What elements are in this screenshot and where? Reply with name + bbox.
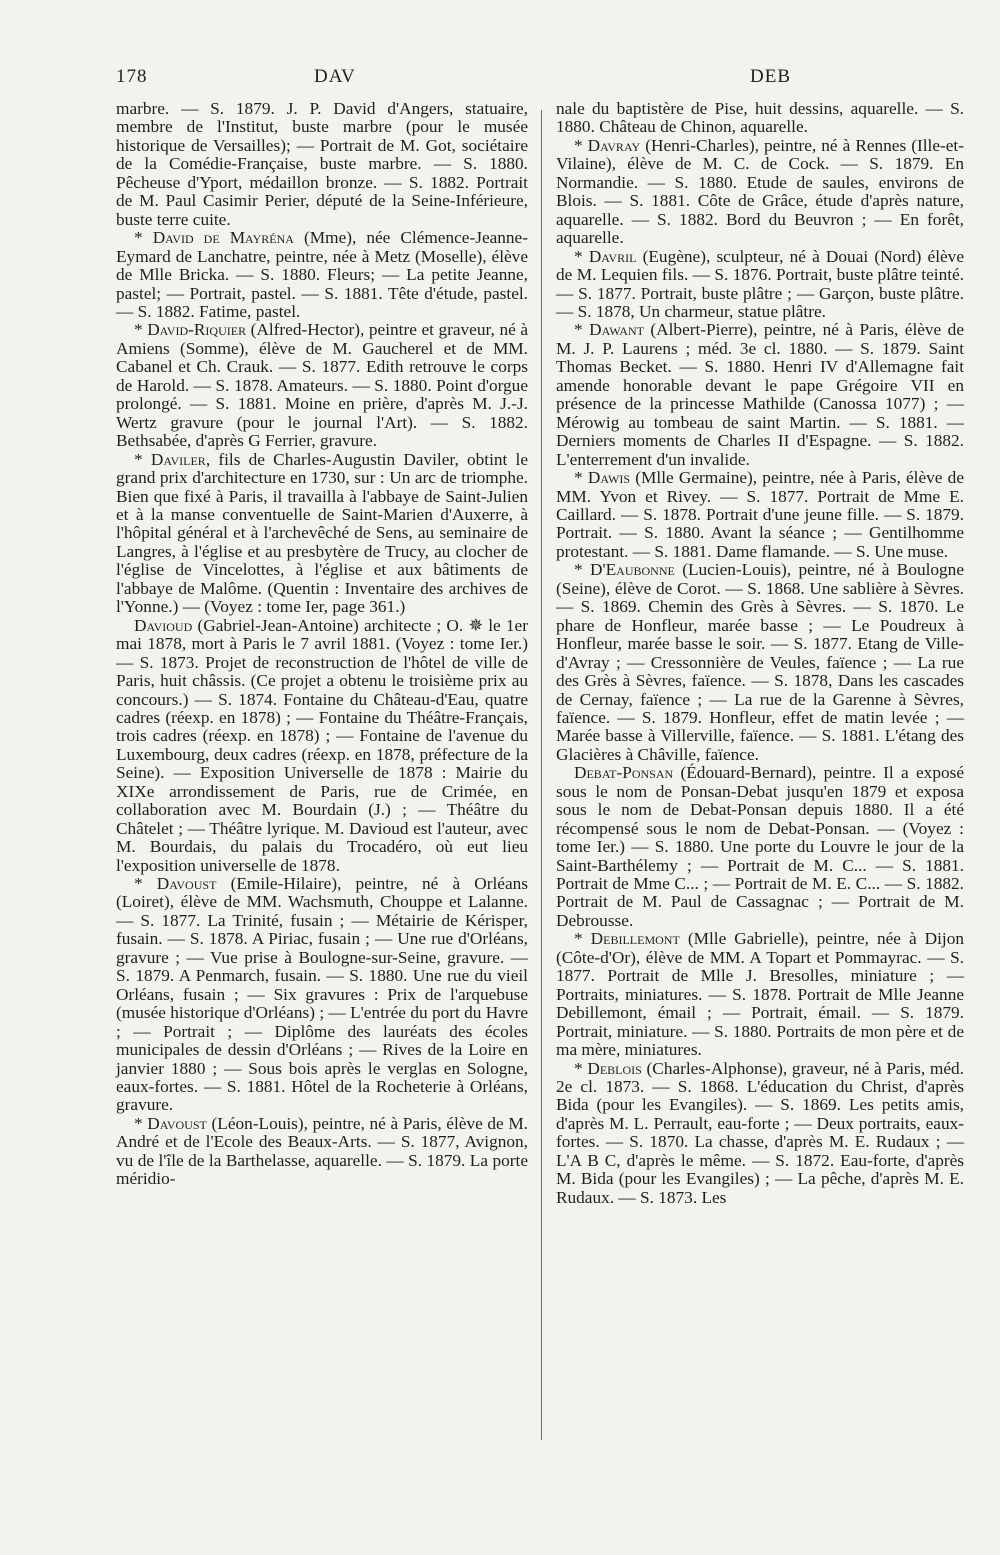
page-number: 178 [116, 66, 148, 87]
entry-name: David-Riquier [147, 320, 247, 340]
entry-name: D'Eaubonne [590, 560, 675, 580]
dictionary-entry: Davioud (Gabriel-Jean-Antoine) architecte ; O. ✵ le 1er mai 1878, mort à Paris le 7 avril 1881. (Voyez : tome Ier.) — S. 1873. Projet de reconstruction de l'hôtel de ville de Paris, huit châssis. (Ce projet a obtenu le troisième prix au concours.) — S. 1874. Fontaine du Château-d'Eau, quatre cadres (réexp. en 1878) ; — Fontaine du Théâtre-Français, trois cadres (réexp. en 1878) ; — Fontaine de l'avenue du Luxembourg, deux cadres (réexp. en 1878, préfecture de la Seine). — Exposition Universelle de 1878 : Mairie du XIXe arrondissement de Paris, rue de Crimée, en collaboration avec M. Bourdain (J.) ; — Théâtre du Châtelet ; — Théâtre lyrique. M. Davioud est l'auteur, avec M. Bourdais, du palais du Trocadéro, où eut lieu l'exposition universelle de 1878. [116, 615, 528, 875]
entry-name: Debillemont [590, 929, 680, 949]
column-divider [541, 110, 542, 1440]
dictionary-entry: Debat-Ponsan (Édouard-Bernard), peintre. Il a exposé sous le nom de Ponsan-Debat jusqu'en 1879 et exposa sous le nom de Debat-Ponsan depuis 1880. Il a été récompensé sous le nom de Debat-Ponsan. — (Voyez : tome Ier.) — S. 1880. Une porte du Louvre le jour de la Saint-Barthélemy ; — Portrait de M. C... — S. 1881. Portrait de Mme C... ; — Portrait de M. E. C... — S. 1882. Portrait de M. Paul de Cassagnac ; — Portrait de M. Debrousse. [556, 763, 964, 930]
entry-name: Davril [588, 246, 637, 266]
page-header [116, 66, 966, 96]
dictionary-entry: * Debillemont (Mlle Gabrielle), peintre, née à Dijon (Côte-d'Or), élève de MM. A Topart et Pommayrac. — S. 1877. Portrait de Mlle J. Bresolles, miniature ; — Portraits, miniatures. — S. 1878. Portrait de Mlle Jeanne Debillemont, émail ; — Portrait, émail. — S. 1879. Portrait, miniature. — S. 1880. Portraits de mon père et de ma mère, miniatures. [556, 929, 965, 1060]
dictionary-entry: * Dawis (Mlle Germaine), peintre, née à Paris, élève de MM. Yvon et Rivey. — S. 1877. Portrait de Mme E. Caillard. — S. 1878. Portrait d'une jeune fille. — S. 1879. Portrait. — S. 1880. Avant la séance ; — Gentilhomme protestant. — S. 1881. Dame flamande. — S. Une muse. [556, 468, 964, 561]
entry-name: Davioud [134, 615, 193, 635]
left-column [116, 100, 528, 1189]
dictionary-entry: * David-Riquier (Alfred-Hector), peintre et graveur, né à Amiens (Somme), élève de M. Gaucherel et de MM. Cabanel et Ch. Crauk. — S. 1877. Edith retrouve le corps de Harold. — S. 1878. Amateurs. — S. 1880. Point d'orgue prolongé. — S. 1881. Moine en prière, d'après M. J.-J. Wertz gravure (pour le journal l'Art). — S. 1882. Bethsabée, d'après G Ferrier, gravure. [116, 320, 528, 451]
entry-name: Davoust [147, 1113, 207, 1133]
left-running-head: DAV [314, 66, 356, 87]
dictionary-entry: * Davril (Eugène), sculpteur, né à Douai (Nord) élève de M. Lequien fils. — S. 1876. Portrait, buste plâtre teinté. — S. 1877. Portrait, buste plâtre ; — Garçon, buste plâtre. — S. 1878, Un charmeur, statue plâtre. [556, 246, 964, 321]
entry-name: Davray [587, 135, 641, 155]
dictionary-entry: nale du baptistère de Pise, huit dessins, aquarelle. — S. 1880. Château de Chinon, aquarelle. [556, 99, 964, 137]
dictionary-entry: * Deblois (Charles-Alphonse), graveur, né à Paris, méd. 2e cl. 1873. — S. 1868. L'éducation du Christ, d'après Bida (pour les Evangiles). — S. 1869. Les petits amis, d'après M. L. Perrault, eau-forte ; — Deux portraits, eaux-fortes. — S. 1870. La chasse, d'après M. E. Rudaux ; — L'A B C, d'après le même. — S. 1872. Eau-forte, d'après M. Bida (pour les Evangiles) ; — La pêche, d'après M. E. Rudaux. — S. 1873. Les [556, 1058, 964, 1207]
entry-name: Dawis [587, 468, 631, 488]
entry-name: Debat-Ponsan [574, 763, 674, 783]
dictionary-entry: * Davray (Henri-Charles), peintre, né à Rennes (Ille-et-Vilaine), élève de M. C. de Cock. — S. 1879. En Normandie. — S. 1880. Etude de saules, environs de Blois. — S. 1881. Côte de Grâce, étude d'après nature, aquarelle. — S. 1882. Bord du Beuvron ; — En forêt, aquarelle. [556, 135, 964, 248]
entry-name: Dawant [589, 320, 644, 340]
dictionary-entry: * David de Mayréna (Mme), née Clémence-Jeanne-Eymard de Lanchatre, peintre, née à Metz (Moselle), élève de Mlle Bricka. — S. 1880. Fleurs; — La petite Jeanne, pastel; — Portrait, pastel. — S. 1881. Tête d'étude, pastel. — S. 1882. Fatime, pastel. [116, 228, 528, 321]
entry-name: David de Mayréna [152, 228, 294, 248]
dictionary-entry: * Davoust (Emile-Hilaire), peintre, né à Orléans (Loiret), élève de MM. Wachsmuth, Chouppe et Lalanne. — S. 1877. La Trinité, fusain ; — Métairie de Kérisper, fusain. — S. 1878. A Piriac, fusain ; — Une rue d'Orléans, gravure ; — Vue prise à Boulogne-sur-Seine, gravure. — S. 1879. A Penmarch, fusain. — S. 1880. Une rue du vieil Orléans, fusain ; — Six gravures : Prix de l'arquebuse (musée historique d'Orléans) ; — L'entrée du port du Havre ; — Portrait ; — Diplôme des lauréats des écoles municipales de dessin d'Orléans ; — Rives de la Loire en janvier 1880 ; — Sous bois après le verglas en Sologne, eaux-fortes. — S. 1881. Hôtel de la Rocheterie à Orléans, gravure. [116, 874, 529, 1115]
dictionary-entry: * Daviler, fils de Charles-Augustin Daviler, obtint le grand prix d'architecture en 1730, sur : Un arc de triomphe. Bien que fixé à Paris, il travailla à l'abbaye de Saint-Julien et à la manse conventuelle de Saint-Marien d'Auxerre, à l'hôpital général et à l'archevêché de Sens, au seminaire de Langres, à l'église et au presbytère de Trucy, au clocher de l'église de Vincelottes, à l'église et aux bâtiments de l'abbaye de Malôme. (Quentin : Inventaire des archives de l'Yonne.) — (Voyez : tome Ier, page 361.) [116, 449, 529, 617]
entry-name: Daviler [150, 449, 206, 469]
dictionary-entry: * Dawant (Albert-Pierre), peintre, né à Paris, élève de M. J. P. Laurens ; méd. 3e cl. 1880. — S. 1879. Saint Thomas Becket. — S. 1880. Henri IV d'Allemagne fait amende honorable devant le pape Grégoire VII en présence de la princesse Mathilde (Canossa 1077) ; — Mérowig au tombeau de saint Martin. — S. 1881. — Derniers moments de Charles II d'Espagne. — S. 1882. L'enterrement d'un invalide. [556, 320, 964, 469]
entry-name: Davoust [156, 874, 217, 894]
dictionary-entry: * Davoust (Léon-Louis), peintre, né à Paris, élève de M. André et de l'Ecole des Beaux-Arts. — S. 1877, Avignon, vu de l'île de la Barthelasse, aquarelle. — S. 1879. La porte méridio- [116, 1113, 529, 1189]
right-column [556, 100, 964, 1207]
dictionary-entry: * D'Eaubonne (Lucien-Louis), peintre, né à Boulogne (Seine), élève de Corot. — S. 1868. Une sablière à Sèvres. — S. 1869. Chemin des Grès à Sèvres. — S. 1870. Le phare de Honfleur, marée basse ; — Le Poudreux à Honfleur, marée basse le soir. — S. 1877. Etang de Ville-d'Avray ; — Cressonnière de Veules, faïence ; — La rue des Grès à Sèvres, faïence. — S. 1878, Dans les cascades de Cernay, faïence ; — La rue de la Garenne à Sèvres, faïence. — S. 1879. Honfleur, effet de matin levée ; — Marée basse à Villerville, faïence. — S. 1881. L'étang des Glacières à Châville, faïence. [556, 560, 964, 764]
entry-name: Deblois [587, 1058, 642, 1078]
dictionary-entry: marbre. — S. 1879. J. P. David d'Angers, statuaire, membre de l'Institut, buste marbre (pour le musée historique de Versailles); — Portrait de M. Got, sociétaire de la Comédie-Française, buste marbre. — S. 1880. Pêcheuse d'Yport, médaillon bronze. — S. 1882. Portrait de M. Paul Casimir Perier, député de la Seine-Inférieure, buste terre cuite. [116, 99, 528, 229]
right-running-head: DEB [750, 66, 791, 87]
